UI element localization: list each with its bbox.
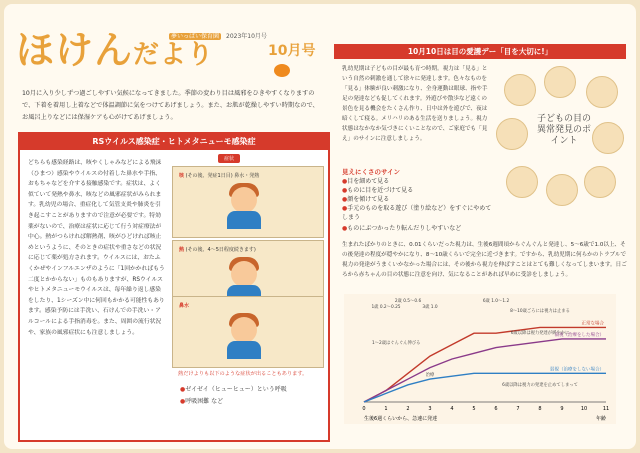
- sign-item: ●目を細めて見る: [342, 178, 390, 185]
- chart-annotation: 8〜10歳ごろには視力は止まる: [510, 309, 570, 314]
- chart-annotation: 6歳 1.0〜1.2: [482, 299, 510, 304]
- rs-text: どちらも感染経路は、咳やくしゃみなどによる飛沫（ひまつ）感染やウイルスの付着した鼻水や手指、おもちゃなどを介する接触感染です。症状は、よく似ていて発熱や鼻水、咳などの風邪症状がみられます。乳幼児の場合、重症化して気管支炎や肺炎を引き起こすことがありますので注意が必要です。特効薬がないので、治療は症状に応じて行う対症療法が中心。熱がつらければ解熱剤、咳がひどければ咳止めというように、そのときの症状や重さなどの状況に応じて薬が処方されます。ウイルスには、おたふくかぜやインフルエンザのように「1回かかればもう二度とかからない」ものもありますが、RSウイルスやヒトメタニューモウイルスは、毎年繰り返し感染をしたり、1シーズン中に何回もかかる可能性もあります。感染予防には手洗い、石けんでの手洗い・アルコールによる手指消毒を。また、周囲の流行状況や、家族の風邪症状にも注意しましょう。: [28, 160, 165, 336]
- symptom-note: 熱だけよりも以下のような症状が出ることもあります。: [178, 371, 308, 377]
- axis-caption: 生後6週くらいから、急速に発達: [364, 416, 438, 422]
- x-tick-label: 11: [602, 406, 610, 412]
- symptom-label: 症状: [218, 154, 240, 163]
- sign-item: ●ものに目を近づけて見る: [342, 187, 414, 194]
- panel-detail: (その後、発症1日目) 鼻水・発熱: [185, 173, 260, 179]
- title-small: だより: [133, 40, 215, 70]
- bullet-icon: ●: [180, 398, 186, 405]
- sign-item: ●ものにぶつかったり転んだりしやすいなど: [342, 225, 462, 232]
- x-tick-label: 0: [362, 406, 366, 412]
- chart-annotation: 6歳以降は視力の発達を止めてしまって: [502, 383, 578, 388]
- bullet-item: ●ゼイゼイ（ヒューヒュー）という呼吸: [180, 386, 287, 393]
- x-tick-label: 7: [516, 406, 520, 412]
- sub-tag: 夢いっぱい保育園: [171, 33, 220, 40]
- bullet-item: ●呼吸困難 など: [180, 398, 224, 405]
- eye-body-text: 乳幼児期は子どもの目が最も育つ時期。視力は「見る」という自然の刺激を通して徐々に発達します。色々なものを「見る」体験が良い刺激になり、全身運動は眼球、指や手足の発達なども促してくれます。外遊びや散歩など遠くの景色を見る機会をたくさん作り、日中は外を遊びで、夜は暗くして寝る。メリハリのある生活を送りましょう。視力状態はなかなか気づきにくいことなので、ご家庭でも「見え」のサインに注意しましょう。: [342, 66, 488, 142]
- panel-detail: (その後、4〜5日程度続きます): [185, 247, 256, 253]
- chart-annotation: 2歳 0.5〜0.6: [394, 299, 422, 304]
- eye-points-title: 子どもの目の異常発見のポイント: [536, 114, 591, 146]
- sign-item: ●顔を傾けて見る: [342, 196, 390, 203]
- vision-chart: [344, 294, 616, 424]
- chart-annotation: 治療: [425, 373, 435, 378]
- series-label: 正常な場合: [581, 321, 604, 327]
- chart-annotation: 1〜2歳はぐんぐん伸びる: [372, 341, 421, 346]
- issue-label: 10月号: [268, 43, 316, 59]
- chart-annotation: 6歳以降は視力発達が緩やかに: [510, 331, 570, 336]
- x-tick-label: 3: [428, 406, 432, 412]
- child-coughing-illustration: [223, 183, 265, 229]
- x-tick-label: 4: [450, 406, 454, 412]
- x-tick-label: 5: [472, 406, 476, 412]
- vision-development-text: 生まれたばかりのときに、0.01くらいだった視力は、生後6週間頃からぐんぐんと発達し、5〜6歳で1.0以上、その後発達の程度が穏やかになり、8〜10歳くらいで完全に近づきます。ですから、乳幼児期に何らかのトラブルで視力の発達がうまくいかなかった場合には、その後から視力を伸ばすことはとても難しくなってしまいます。日ごろから赤ちゃんの目の状態に注意を向け、気になることがあれば早めに受診をしましょう。: [342, 242, 627, 278]
- panel-label: 鼻水: [179, 303, 190, 309]
- title-main: ほけん: [16, 28, 134, 72]
- chart-annotation: 3歳 1.0: [422, 305, 438, 310]
- x-tick-label: 9: [560, 406, 564, 412]
- chart-annotation: 1歳 0.2〜0.25: [371, 305, 401, 310]
- x-axis-label: 年齢: [595, 416, 606, 422]
- series-label: 弱視（治療をしない場合）: [550, 367, 604, 373]
- sign-item: ●手元のものを取る遊び（塗り絵など）をすぐにやめてしまう: [342, 205, 492, 221]
- rs-section: [18, 132, 330, 442]
- chart-background: [344, 294, 616, 424]
- panel-label: 熱: [179, 247, 185, 253]
- sub-date: 2023年10月号: [226, 33, 267, 40]
- x-tick-label: 1: [384, 406, 388, 412]
- intro-text: 10月に入り少しずつ過ごしやすい気候になってきました。季節の変わり目は風邪をひきやすくなりますので、下着を着用し上着などで体温調節に気をつけてあげましょう。また、お肌が乾燥しやすい時期なので、お風呂上りなどには保湿ケアも心がけてあげましょう。: [22, 90, 319, 121]
- eye-heading: 10月10日は目の愛護デー「目を大切に!」: [334, 44, 626, 59]
- subtitle: [169, 31, 272, 40]
- signs-title: 見えにくさのサイン: [342, 168, 401, 176]
- x-tick-label: 10: [580, 406, 588, 412]
- pumpkin-icon: [274, 64, 290, 77]
- newsletter-sheet: [4, 4, 636, 449]
- symptom-panel-runny-nose: [172, 296, 324, 368]
- series-label: 弱視（治療をした場合）: [554, 332, 604, 338]
- child-runny-nose-illustration: [223, 313, 265, 359]
- bullet-icon: ●: [180, 386, 186, 393]
- x-tick-label: 2: [406, 406, 410, 412]
- x-tick-label: 8: [538, 406, 542, 412]
- rs-heading: RSウイルス感染症・ヒトメタニューモ感染症: [20, 134, 328, 150]
- eye-points-illustration: [496, 66, 624, 206]
- symptom-panel-cough: [172, 166, 324, 238]
- panel-label: 咳: [179, 173, 185, 179]
- x-tick-label: 6: [494, 406, 498, 412]
